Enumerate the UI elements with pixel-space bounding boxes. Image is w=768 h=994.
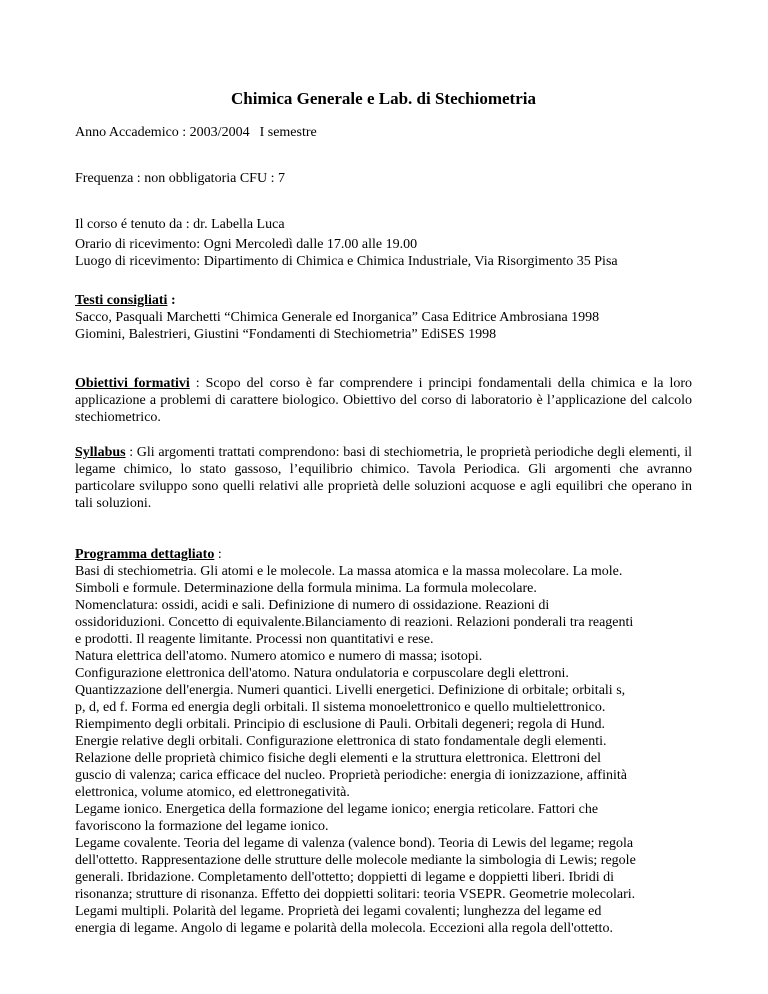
orario-ricevimento: Orario di ricevimento: Ogni Mercoledì dalle 17.00 alle 19.00 bbox=[75, 237, 418, 252]
frequenza: Frequenza : non obbligatoria CFU : 7 bbox=[75, 171, 285, 186]
programma-line: Basi di stechiometria. Gli atomi e le molecole. La massa atomica e la massa molecolare. La mole. bbox=[75, 564, 623, 579]
testi-heading: Testi consigliati bbox=[75, 293, 168, 308]
programma-line: risonanza; strutture di risonanza. Effetto dei doppietti solitari: teoria VSEPR. Geometrie molecolari. bbox=[75, 887, 636, 902]
docente: Il corso é tenuto da : dr. Labella Luca bbox=[75, 217, 285, 232]
programma-line: energia di legame. Angolo di legame e polarità della molecola. Eccezioni alla regola dell'ottetto. bbox=[75, 921, 613, 936]
semestre-text: I semestre bbox=[259, 125, 317, 140]
programma-line: guscio di valenza; carica efficace del nucleo. Proprietà periodiche: energia di ionizzazione, affinità bbox=[75, 768, 627, 783]
programma-line: Energie relative degli orbitali. Configurazione elettronica di stato fondamentale degli elementi. bbox=[75, 734, 607, 749]
testi-colon: : bbox=[167, 293, 176, 308]
programma-line: Nomenclatura: ossidi, acidi e sali. Definizione di numero di ossidazione. Reazioni di bbox=[75, 598, 550, 613]
programma-line: elettronica, volume atomico, ed elettronegatività. bbox=[75, 785, 350, 800]
syllabus-paragraph bbox=[75, 444, 692, 512]
programma-line: p, d, ed f. Forma ed energia degli orbitali. Il sistema monoelettronico e quello multielettronico. bbox=[75, 700, 606, 715]
obiettivi-text: : Scopo del corso è far comprendere i principi fondamentali della chimica e la loro applicazione a problemi di carattere biologico. Obiettivo del corso di laboratorio è l’applicazione del calcolo stechiometrico. bbox=[75, 376, 692, 425]
testi-heading-line bbox=[75, 292, 176, 309]
programma-line: Legame covalente. Teoria del legame di valenza (valence bond). Teoria di Lewis del legame; regola bbox=[75, 836, 634, 851]
programma-line: Natura elettrica dell'atomo. Numero atomico e numero di massa; isotopi. bbox=[75, 649, 483, 664]
programma-line: Simboli e formule. Determinazione della formula minima. La formula molecolare. bbox=[75, 581, 537, 596]
programma-line: Relazione delle proprietà chimico fisiche degli elementi e la struttura elettronica. Elettroni del bbox=[75, 751, 601, 766]
obiettivi-paragraph bbox=[75, 375, 692, 426]
testo-item: Sacco, Pasquali Marchetti “Chimica Generale ed Inorganica” Casa Editrice Ambrosiana 1998 bbox=[75, 310, 600, 325]
programma-heading: Programma dettagliato bbox=[75, 547, 215, 562]
programma-line: favoriscono la formazione del legame ionico. bbox=[75, 819, 329, 834]
luogo-ricevimento: Luogo di ricevimento: Dipartimento di Chimica e Chimica Industriale, Via Risorgimento 35 Pisa bbox=[75, 254, 618, 269]
programma-line: generali. Ibridazione. Completamento dell'ottetto; doppietti di legame e doppietti liberi. Ibridi di bbox=[75, 870, 615, 885]
programma-line: Configurazione elettronica dell'atomo. Natura ondulatoria e corpuscolare degli elettroni. bbox=[75, 666, 569, 681]
testo-item: Giomini, Balestrieri, Giustini “Fondamenti di Stechiometria” EdiSES 1998 bbox=[75, 327, 497, 342]
obiettivi-heading: Obiettivi formativi bbox=[75, 376, 190, 391]
programma-heading-line bbox=[75, 546, 222, 563]
programma-line: Quantizzazione dell'energia. Numeri quantici. Livelli energetici. Definizione di orbitale; orbitali s, bbox=[75, 683, 626, 698]
programma-line: e prodotti. Il reagente limitante. Processi non quantitativi e rese. bbox=[75, 632, 434, 647]
anno-text: Anno Accademico : 2003/2004 bbox=[75, 125, 250, 140]
programma-line: Riempimento degli orbitali. Principio di esclusione di Pauli. Orbitali degeneri; regola di Hund. bbox=[75, 717, 605, 732]
programma-body bbox=[75, 563, 692, 937]
document-title: Chimica Generale e Lab. di Stechiometria bbox=[230, 89, 536, 108]
programma-line: Legami multipli. Polarità del legame. Proprietà dei legami covalenti; lunghezza del legame ed bbox=[75, 904, 602, 919]
programma-line: dell'ottetto. Rappresentazione delle strutture delle molecole mediante la simbologia di Lewis; regole bbox=[75, 853, 636, 868]
programma-colon: : bbox=[214, 547, 222, 562]
syllabus-text: : Gli argomenti trattati comprendono: basi di stechiometria, le proprietà periodiche degli elementi, il legame chimico, lo stato gassoso, l’equilibrio chimico. Tavola Periodica. Gli argomenti che avranno particolare sviluppo sono quelli relativi alle proprietà delle soluzioni acquose e agli equilibri che operano in tali soluzioni. bbox=[75, 445, 692, 511]
programma-line: Legame ionico. Energetica della formazione del legame ionico; energia reticolare. Fattori che bbox=[75, 802, 599, 817]
anno-accademico bbox=[75, 124, 317, 141]
syllabus-heading: Syllabus bbox=[75, 445, 126, 460]
programma-line: ossidoriduzioni. Concetto di equivalente.Bilanciamento di reazioni. Relazioni ponderali tra reagenti bbox=[75, 615, 634, 630]
